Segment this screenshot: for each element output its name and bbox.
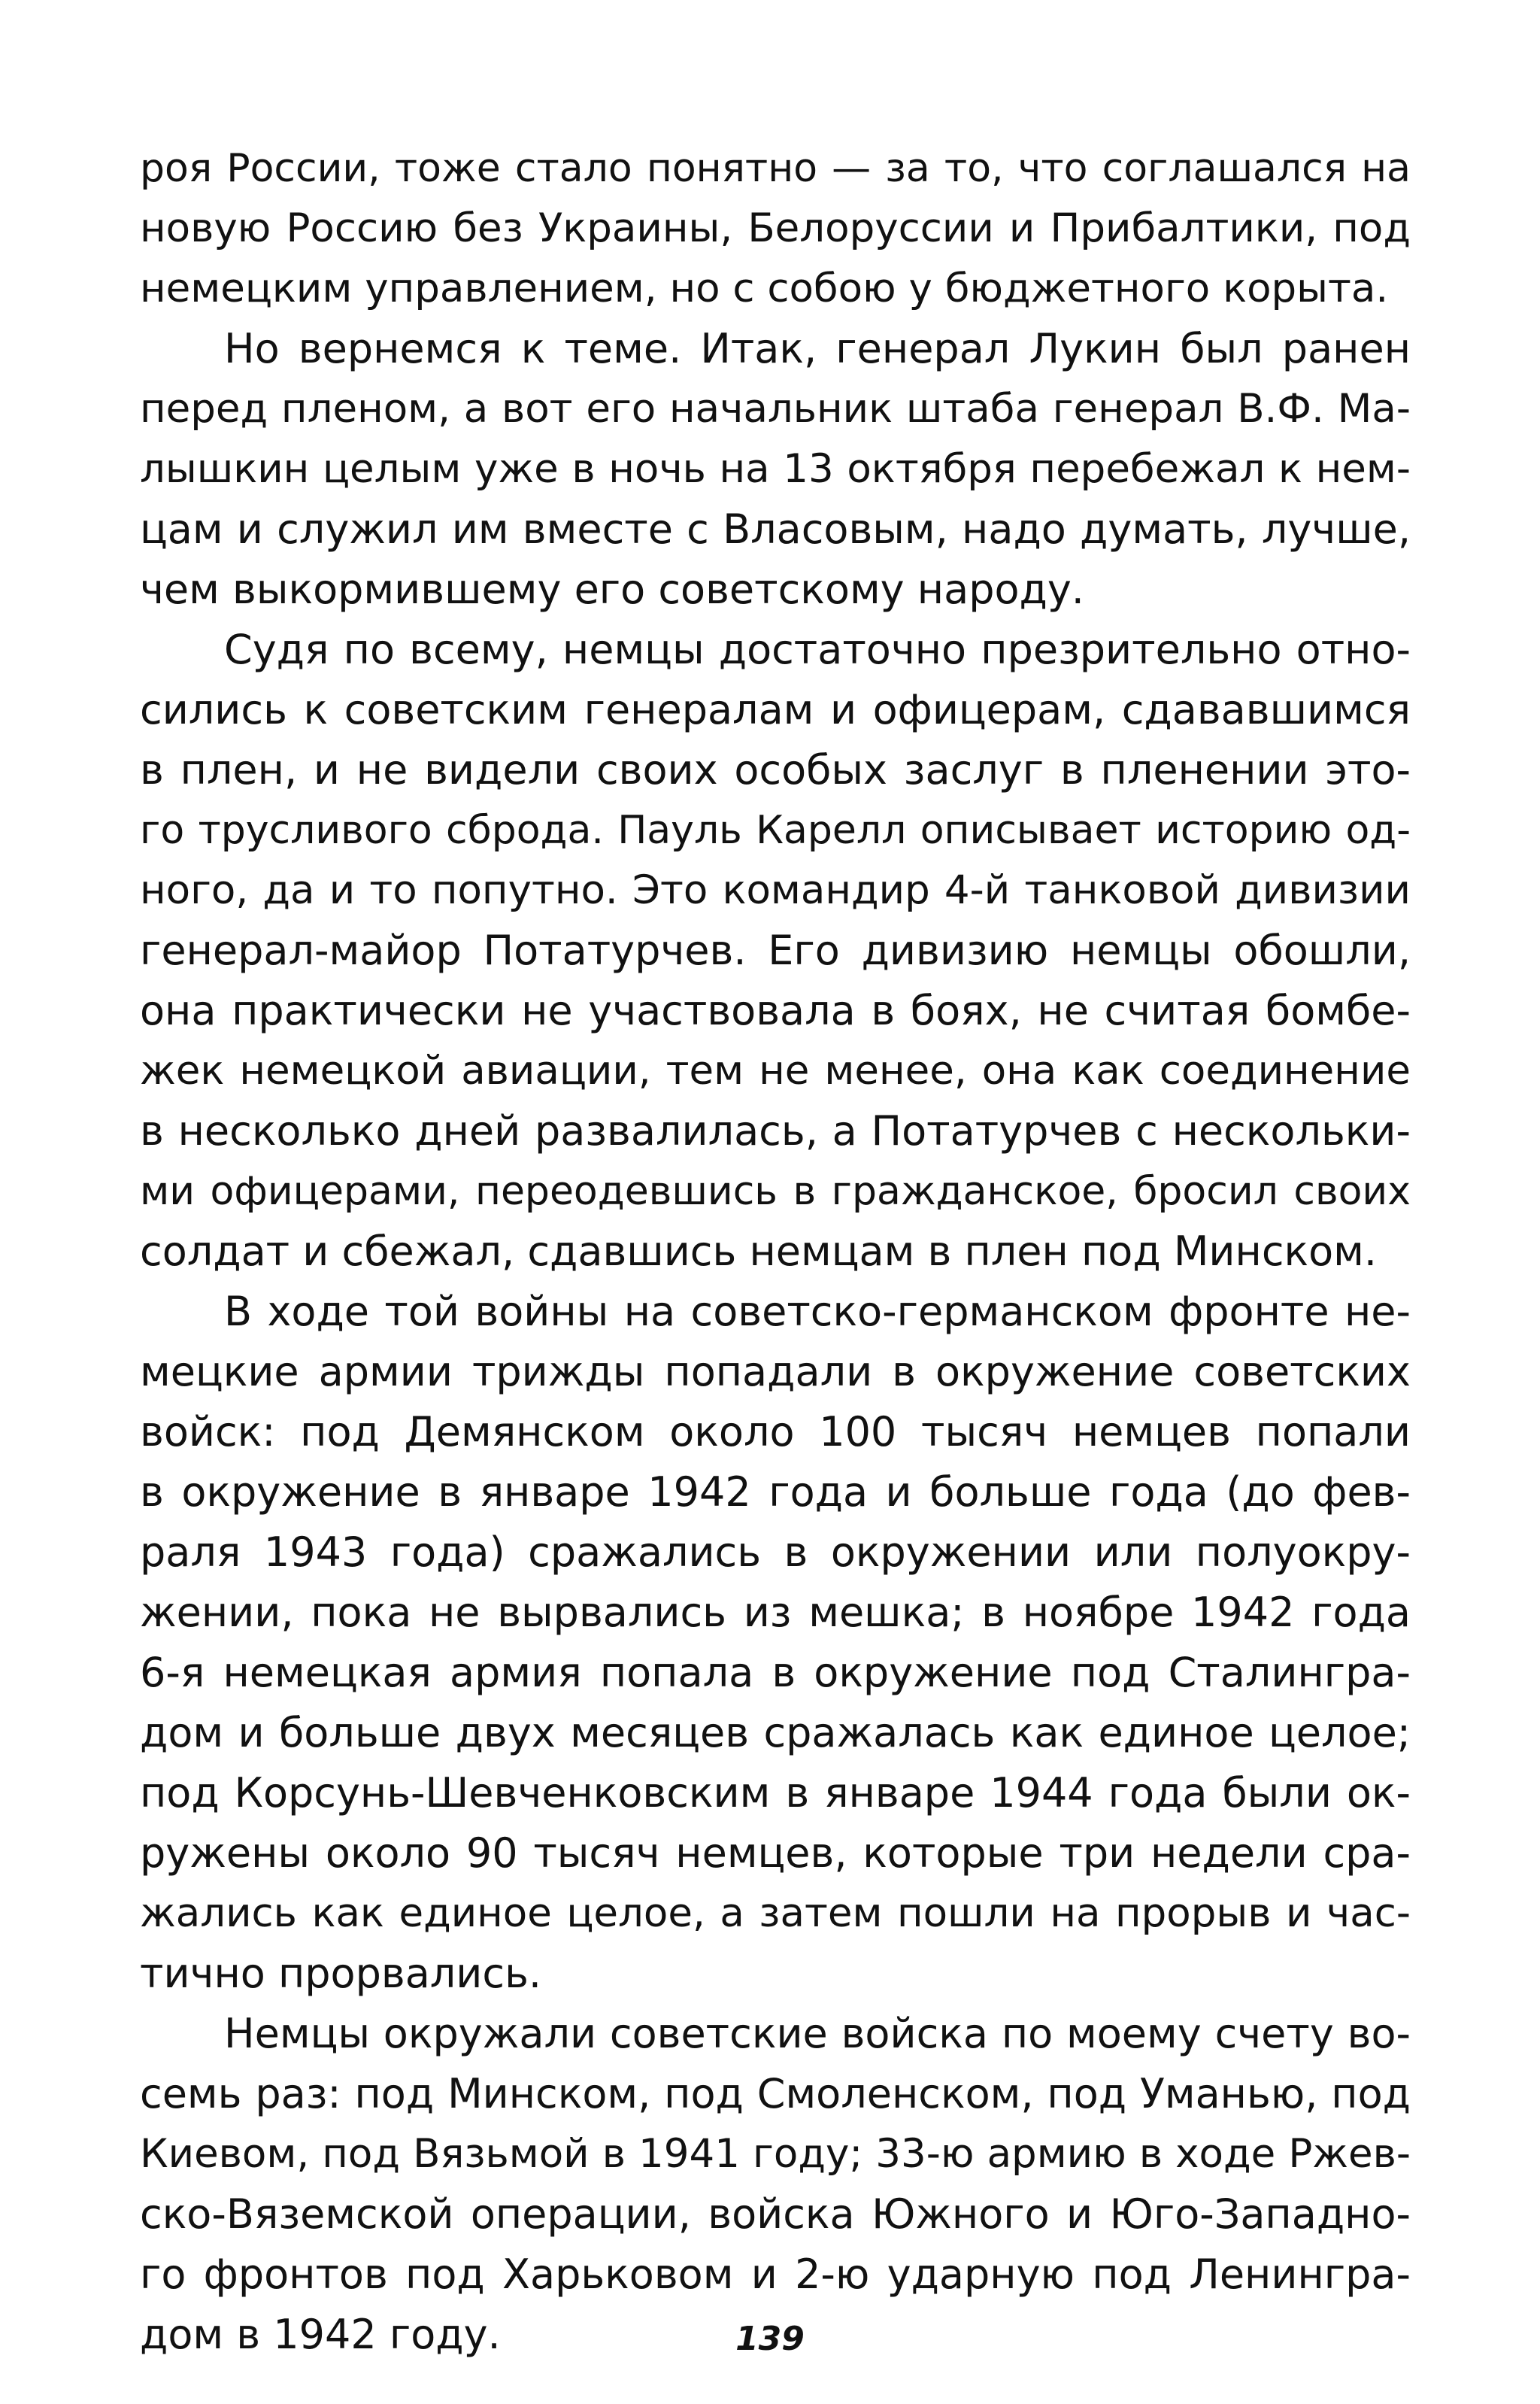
text-line: го трусливого сброда. Пауль Карелл описывает историю од-: [140, 808, 1411, 853]
text-line: тично прорвались.: [140, 1950, 542, 1997]
text-line: ружены около 90 тысяч немцев, которые три недели сра-: [140, 1829, 1411, 1877]
text-line: 6-я немецкая армия попала в окружение под Сталингра-: [140, 1649, 1411, 1696]
text-line: мецкие армии трижды попадали в окружение советских: [140, 1348, 1411, 1395]
text-line: под Корсунь-Шевченковским в январе 1944 года были ок-: [140, 1769, 1411, 1817]
paragraph: [140, 2004, 1411, 2365]
paragraph: [140, 138, 1411, 319]
paragraph: [140, 319, 1411, 620]
text-line: Киевом, под Вязьмой в 1941 году; 33-ю армию в ходе Ржев-: [140, 2131, 1411, 2177]
text-line: в несколько дней развалилась, а Потатурчев с нескольки-: [140, 1107, 1411, 1155]
text-line: В ходе той войны на советско-германском фронте не-: [224, 1288, 1411, 1335]
text-line: войск: под Демянском около 100 тысяч немцев попали: [140, 1408, 1411, 1455]
text-line: го фронтов под Харьковом и 2-ю ударную под Ленингра-: [140, 2251, 1411, 2298]
paragraph: [140, 1282, 1411, 2004]
text-line: солдат и сбежал, сдавшись немцам в плен под Минском.: [140, 1228, 1378, 1275]
text-line: жались как единое целое, а затем пошли на прорыв и час-: [140, 1890, 1411, 1936]
text-line: немецким управлением, но с собою у бюджетного корыта.: [140, 266, 1389, 311]
paragraph: [140, 620, 1411, 1282]
text-line: раля 1943 года) сражались в окружении или полуокру-: [140, 1528, 1411, 1576]
body-text: [140, 138, 1411, 2365]
text-line: ми офицерами, переодевшись в гражданское, бросил своих: [140, 1169, 1411, 1214]
text-line: в окружение в январе 1942 года и больше года (до фев-: [140, 1468, 1411, 1516]
text-line: Судя по всему, немцы достаточно презрительно отно-: [224, 626, 1411, 673]
text-line: Немцы окружали советские войска по моему счету во-: [224, 2010, 1411, 2057]
text-line: жек немецкой авиации, тем не менее, она как соединение: [140, 1048, 1411, 1094]
text-line: лышкин целым уже в ночь на 13 октября перебежал к нем-: [140, 446, 1411, 492]
text-line: чем выкормившему его советскому народу.: [140, 566, 1084, 613]
text-line: дом и больше двух месяцев сражалась как единое целое;: [140, 1709, 1411, 1756]
text-line: сились к советским генералам и офицерам, сдававшимся: [140, 686, 1411, 733]
text-line: семь раз: под Минском, под Смоленском, под Уманью, под: [140, 2070, 1411, 2117]
text-line: ного, да и то попутно. Это командир 4-й танковой дивизии: [140, 867, 1411, 913]
text-line: дом в 1942 году.: [140, 2311, 501, 2358]
text-line: перед пленом, а вот его начальник штаба генерал В.Ф. Ма-: [140, 386, 1411, 432]
text-line: цам и служил им вместе с Власовым, надо думать, лучше,: [140, 505, 1411, 553]
text-line: генерал-майор Потатурчев. Его дивизию немцы обошли,: [140, 927, 1411, 974]
text-line: в плен, и не видели своих особых заслуг в пленении это-: [140, 746, 1411, 794]
text-line: жении, пока не вырвались из мешка; в ноябре 1942 года: [140, 1589, 1411, 1636]
text-line: новую Россию без Украины, Белоруссии и Прибалтики, под: [140, 205, 1411, 251]
text-line: она практически не участвовала в боях, не считая бомбе-: [140, 987, 1411, 1034]
page-number: 139: [735, 2320, 805, 2358]
text-line: ско-Вяземской операции, войска Южного и Юго-Западно-: [140, 2190, 1411, 2238]
text-line: роя России, тоже стало понятно — за то, что соглашался на: [140, 146, 1411, 191]
text-line: Но вернемся к теме. Итак, генерал Лукин был ранен: [224, 325, 1411, 372]
